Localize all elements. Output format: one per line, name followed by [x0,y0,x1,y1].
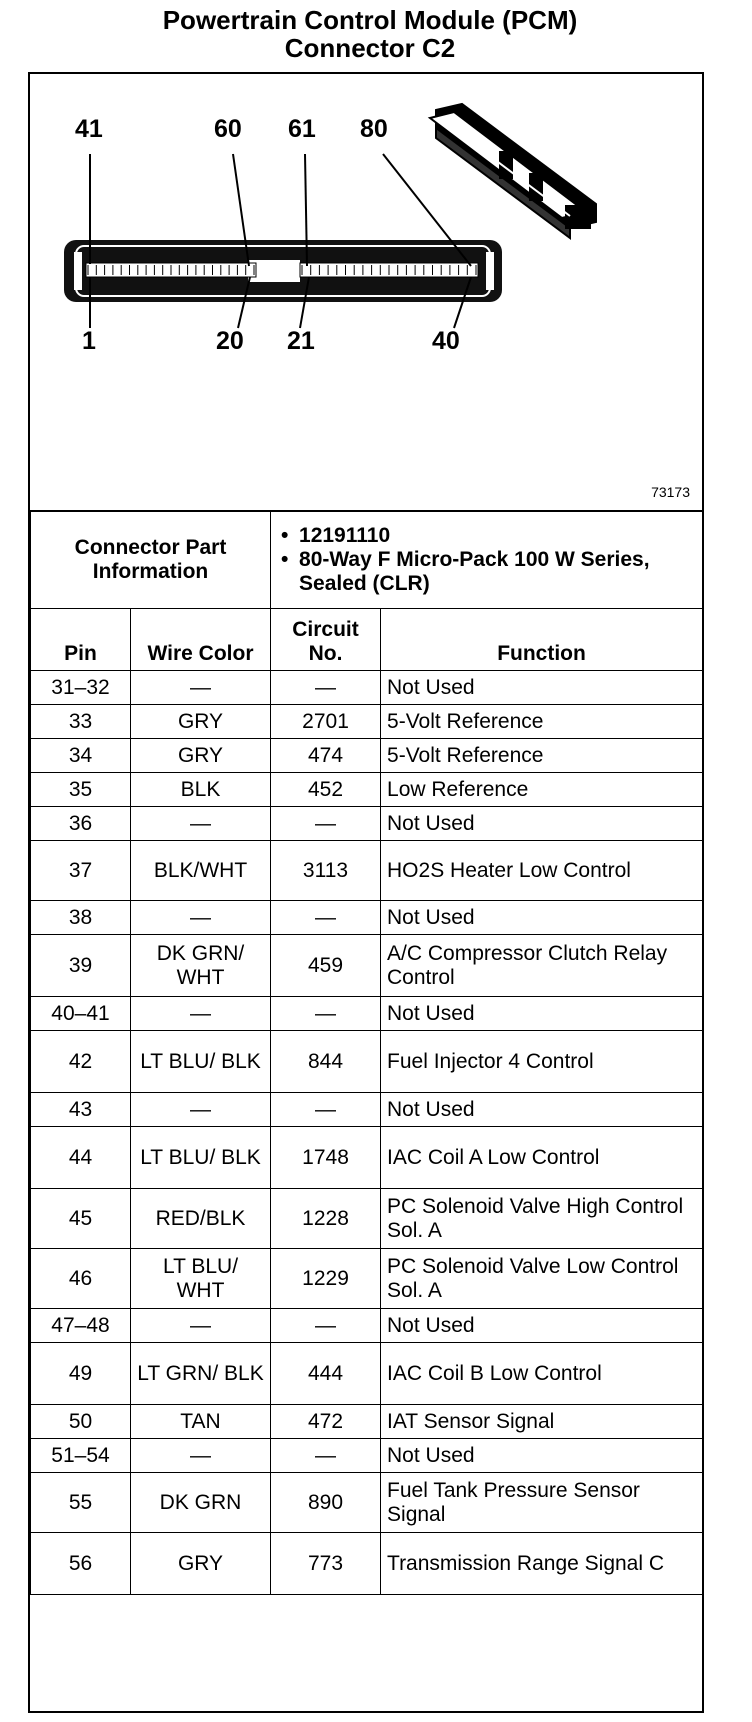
pin-cell: 34 [31,739,131,773]
circuit-cell: 890 [271,1473,381,1533]
pin-label-61: 61 [288,115,316,143]
connector-info-values [271,511,703,609]
pin-cell: 50 [31,1405,131,1439]
pin-cell: 47–48 [31,1309,131,1343]
function-cell: Not Used [381,1439,703,1473]
wire-color-cell: GRY [131,705,271,739]
circuit-cell: 472 [271,1405,381,1439]
table-row [31,1309,703,1343]
connector-info-label: Connector Part Information [31,511,271,609]
function-cell: Fuel Injector 4 Control [381,1031,703,1093]
wire-color-cell: LT BLU/ BLK [131,1031,271,1093]
pin-cell: 49 [31,1343,131,1405]
wire-color-cell: — [131,807,271,841]
pin-cell: 36 [31,807,131,841]
wire-color-cell: LT GRN/ BLK [131,1343,271,1405]
circuit-cell: — [271,1439,381,1473]
table-row [31,671,703,705]
wire-color-cell: BLK [131,773,271,807]
wire-color-cell: — [131,901,271,935]
function-cell: Not Used [381,997,703,1031]
circuit-cell: 3113 [271,841,381,901]
pin-label-20: 20 [216,327,244,355]
function-cell: Not Used [381,671,703,705]
wire-color-cell: — [131,1439,271,1473]
wire-color-cell: DK GRN [131,1473,271,1533]
circuit-cell: 844 [271,1031,381,1093]
table-row [31,1031,703,1093]
function-cell: HO2S Heater Low Control [381,841,703,901]
pin-label-80: 80 [360,115,388,143]
wire-color-cell: RED/BLK [131,1189,271,1249]
function-cell: 5-Volt Reference [381,705,703,739]
connector-info-row [31,511,703,609]
pin-cell: 56 [31,1533,131,1595]
pin-cell: 33 [31,705,131,739]
pin-cell: 37 [31,841,131,901]
circuit-cell: — [271,1093,381,1127]
pin-label-21: 21 [287,327,315,355]
function-cell: Low Reference [381,773,703,807]
table-row [31,807,703,841]
circuit-cell: 1748 [271,1127,381,1189]
wire-color-cell: LT BLU/ WHT [131,1249,271,1309]
table-row [31,739,703,773]
function-cell: Not Used [381,901,703,935]
function-cell: Not Used [381,1093,703,1127]
pin-cell: 43 [31,1093,131,1127]
page-subtitle: Connector C2 [284,33,456,63]
table-row [31,935,703,997]
function-cell: IAT Sensor Signal [381,1405,703,1439]
figure-number: 73173 [651,484,690,500]
page-title: Powertrain Control Module (PCM) [162,5,578,35]
pin-cell: 38 [31,901,131,935]
wire-color-cell: — [131,997,271,1031]
circuit-cell: — [271,671,381,705]
header-function: Function [381,609,703,671]
pin-cell: 55 [31,1473,131,1533]
wire-color-cell: — [131,1309,271,1343]
table-header-row [31,609,703,671]
table-row [31,1093,703,1127]
table-row [31,1189,703,1249]
circuit-cell: 444 [271,1343,381,1405]
pin-label-41: 41 [75,115,103,143]
pin-cell: 31–32 [31,671,131,705]
function-cell: 5-Volt Reference [381,739,703,773]
table-row [31,901,703,935]
pin-label-1: 1 [82,327,96,355]
table-row [31,1127,703,1189]
wire-color-cell: DK GRN/ WHT [131,935,271,997]
circuit-cell: 459 [271,935,381,997]
function-cell: Not Used [381,1309,703,1343]
function-cell: IAC Coil A Low Control [381,1127,703,1189]
connector-diagram [30,74,702,512]
connector-isometric [430,104,596,238]
document-frame [28,72,704,1713]
part-number: • 12191110 [277,524,696,548]
function-cell: IAC Coil B Low Control [381,1343,703,1405]
table-row [31,1473,703,1533]
table-row [31,773,703,807]
function-cell: PC Solenoid Valve High Control Sol. A [381,1189,703,1249]
circuit-cell: 1229 [271,1249,381,1309]
circuit-cell: — [271,997,381,1031]
pin-cell: 45 [31,1189,131,1249]
function-cell: A/C Compressor Clutch Relay Control [381,935,703,997]
function-cell: Not Used [381,807,703,841]
pinout-table [30,510,703,1595]
pin-label-60: 60 [214,115,242,143]
header-pin: Pin [31,609,131,671]
pin-cell: 39 [31,935,131,997]
circuit-cell: 773 [271,1533,381,1595]
circuit-cell: 2701 [271,705,381,739]
pin-cell: 40–41 [31,997,131,1031]
function-cell: Fuel Tank Pressure Sensor Signal [381,1473,703,1533]
table-row [31,1249,703,1309]
pin-cell: 42 [31,1031,131,1093]
header-wire-color: Wire Color [131,609,271,671]
function-cell: Transmission Range Signal C [381,1533,703,1595]
wire-color-cell: GRY [131,1533,271,1595]
circuit-cell: 474 [271,739,381,773]
table-row [31,997,703,1031]
pin-cell: 35 [31,773,131,807]
table-row [31,1439,703,1473]
function-cell: PC Solenoid Valve Low Control Sol. A [381,1249,703,1309]
pin-cell: 46 [31,1249,131,1309]
circuit-cell: 452 [271,773,381,807]
table-row [31,841,703,901]
circuit-cell: — [271,1309,381,1343]
wire-color-cell: TAN [131,1405,271,1439]
wire-color-cell: GRY [131,739,271,773]
wire-color-cell: BLK/WHT [131,841,271,901]
circuit-cell: — [271,901,381,935]
pin-label-40: 40 [432,327,460,355]
pin-cell: 51–54 [31,1439,131,1473]
circuit-cell: 1228 [271,1189,381,1249]
wire-color-cell: LT BLU/ BLK [131,1127,271,1189]
wire-color-cell: — [131,1093,271,1127]
pin-cell: 44 [31,1127,131,1189]
circuit-cell: — [271,807,381,841]
wire-color-cell: — [131,671,271,705]
table-row [31,1533,703,1595]
table-row [31,1343,703,1405]
header-circuit: Circuit No. [271,609,381,671]
connector-description: • 80-Way F Micro-Pack 100 W Series, Sealed (CLR) [277,548,696,596]
table-row [31,1405,703,1439]
table-row [31,705,703,739]
